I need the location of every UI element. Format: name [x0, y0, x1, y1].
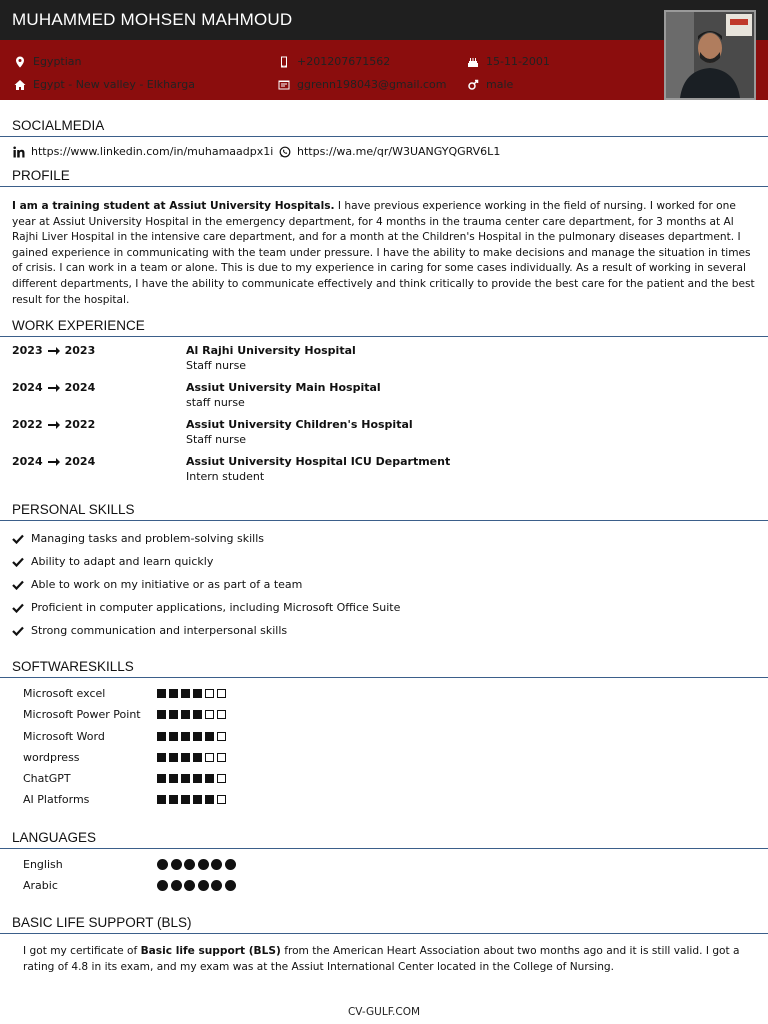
work-dates	[12, 381, 95, 394]
rating-box-empty	[217, 795, 226, 804]
birthdate-item	[467, 55, 550, 68]
checkmark-icon	[12, 534, 24, 544]
rating-dot	[171, 859, 182, 870]
rating-box-empty	[217, 710, 226, 719]
work-start-year: 2024	[12, 455, 43, 468]
footer-brand[interactable]: CV-GULF.COM	[347, 1006, 421, 1018]
section-divider	[0, 136, 768, 137]
rating-box-filled	[169, 689, 178, 698]
header-bar	[0, 0, 768, 40]
skill-label: Proficient in computer applications, including Microsoft Office Suite	[31, 601, 401, 614]
bls-text-post: from the American Heart Association about two months ago and it is still valid. I got a rating of 4.8 in its exam, and my exam was at the Assiut International Center located in the College of Nursing.	[23, 945, 740, 973]
software-skill-name: Microsoft excel	[23, 687, 106, 700]
birthday-cake-icon	[467, 56, 479, 68]
rating-box-filled	[169, 795, 178, 804]
rating-dot	[198, 859, 209, 870]
software-skill-row	[23, 751, 253, 767]
rating-box-filled	[181, 689, 190, 698]
rating-dot	[157, 859, 168, 870]
software-skill-row	[23, 793, 253, 809]
software-skill-rating	[157, 795, 226, 804]
checkmark-icon	[12, 580, 24, 590]
software-skill-name: wordpress	[23, 751, 80, 764]
rating-box-filled	[181, 732, 190, 741]
phone-item	[278, 55, 390, 68]
section-title-bls: BASIC LIFE SUPPORT (BLS)	[12, 915, 192, 930]
bls-description	[23, 944, 743, 975]
language-rating	[157, 880, 236, 891]
rating-dot	[225, 859, 236, 870]
arrow-right-icon	[48, 346, 60, 356]
profile-lead: I am a training student at Assiut University Hospitals.	[12, 200, 335, 212]
rating-dot	[211, 880, 222, 891]
work-employer: Assiut University Hospital ICU Department	[186, 455, 451, 468]
address-text: Egypt - New valley - Elkharga	[33, 78, 195, 91]
portrait-image	[666, 12, 754, 98]
work-dates	[12, 455, 95, 468]
skill-item	[12, 624, 287, 637]
work-employer: Assiut University Main Hospital	[186, 381, 381, 394]
skill-label: Managing tasks and problem-solving skills	[31, 532, 265, 545]
rating-box-empty	[205, 753, 214, 762]
home-icon	[14, 79, 26, 91]
phone-text[interactable]: +201207671562	[297, 55, 391, 68]
rating-box-filled	[169, 732, 178, 741]
work-role: Intern student	[186, 470, 265, 483]
work-entry	[12, 381, 752, 411]
software-skill-row	[23, 772, 253, 788]
rating-box-filled	[181, 795, 190, 804]
rating-box-filled	[205, 732, 214, 741]
rating-box-filled	[193, 774, 202, 783]
rating-box-filled	[157, 689, 166, 698]
software-skill-name: ChatGPT	[23, 772, 71, 785]
skill-label: Ability to adapt and learn quickly	[31, 555, 214, 568]
section-divider	[0, 336, 768, 337]
software-skill-row	[23, 730, 253, 746]
skill-label: Able to work on my initiative or as part of a team	[31, 578, 303, 591]
software-skill-name: Microsoft Power Point	[23, 708, 141, 721]
rating-box-filled	[157, 732, 166, 741]
software-skill-row	[23, 687, 253, 703]
checkmark-icon	[12, 626, 24, 636]
rating-box-filled	[169, 774, 178, 783]
rating-box-filled	[193, 710, 202, 719]
arrow-right-icon	[48, 457, 60, 467]
birthdate-text: 15-11-2001	[486, 55, 550, 68]
bls-text-pre: I got my certificate of	[23, 945, 141, 957]
whatsapp-icon	[279, 146, 291, 158]
section-title-software: SOFTWARESKILLS	[12, 659, 134, 674]
language-row	[23, 879, 263, 895]
rating-dot	[198, 880, 209, 891]
section-title-social: SOCIALMEDIA	[12, 118, 105, 133]
rating-box-filled	[169, 710, 178, 719]
whatsapp-link[interactable]	[279, 145, 500, 158]
work-start-year: 2024	[12, 381, 43, 394]
rating-box-filled	[157, 795, 166, 804]
rating-box-empty	[217, 689, 226, 698]
rating-box-filled	[205, 774, 214, 783]
linkedin-url[interactable]: https://www.linkedin.com/in/muhamaadpx1i	[31, 145, 274, 158]
language-name: Arabic	[23, 879, 58, 892]
work-employer: Assiut University Children's Hospital	[186, 418, 413, 431]
rating-box-empty	[217, 753, 226, 762]
software-skill-name: AI Platforms	[23, 793, 90, 806]
gender-item	[467, 78, 513, 91]
skill-item	[12, 532, 264, 545]
section-title-languages: LANGUAGES	[12, 830, 97, 845]
skill-item	[12, 555, 213, 568]
rating-dot	[225, 880, 236, 891]
profile-body: I have previous experience working in the field of nursing. I worked for one year at Assiut University Hospital in the emergency department, for 4 months in the trauma center care department, for 3 months at Al Rajhi Liver Hospital in the intensive care department, and for a month at the Children's Hospital in the pulmonary diseases department. I gained experience in communicating with the team under pressure. I have the ability to make decisions and manage the situation in times of crisis. I can work in a team or alone. This is due to my experience in caring for some cases individually. As a result of working in several different departments, I have the ability to communicate effectively and think critically to provide the best care for the patient and the best result for the hospital.	[12, 200, 755, 306]
section-divider	[0, 933, 768, 934]
rating-box-empty	[205, 689, 214, 698]
rating-box-filled	[193, 753, 202, 762]
work-entry	[12, 455, 752, 485]
rating-dot	[157, 880, 168, 891]
email-at-icon	[278, 79, 290, 91]
work-start-year: 2022	[12, 418, 43, 431]
work-end-year: 2024	[64, 381, 96, 394]
section-divider	[0, 186, 768, 187]
mobile-phone-icon	[278, 56, 290, 68]
work-dates	[12, 418, 95, 431]
arrow-right-icon	[48, 383, 60, 393]
rating-box-empty	[205, 710, 214, 719]
work-employer: Al Rajhi University Hospital	[186, 344, 356, 357]
software-skill-rating	[157, 774, 226, 783]
rating-box-filled	[157, 710, 166, 719]
work-end-year: 2022	[64, 418, 96, 431]
software-skill-row	[23, 708, 253, 724]
profile-summary	[12, 199, 757, 308]
work-role: Staff nurse	[186, 359, 247, 372]
software-skill-rating	[157, 689, 226, 698]
work-dates	[12, 344, 95, 357]
rating-box-empty	[217, 732, 226, 741]
section-divider	[0, 848, 768, 849]
rating-dot	[171, 880, 182, 891]
arrow-right-icon	[48, 420, 60, 430]
nationality-text: Egyptian	[33, 55, 82, 68]
skill-item	[12, 601, 400, 614]
gender-text: male	[486, 78, 514, 91]
map-pin-icon	[14, 56, 26, 68]
email-text[interactable]: ggrenn198043@gmail.com	[297, 78, 447, 91]
linkedin-icon	[13, 146, 25, 158]
rating-dot	[211, 859, 222, 870]
rating-box-filled	[193, 689, 202, 698]
checkmark-icon	[12, 603, 24, 613]
gender-icon	[467, 79, 479, 91]
checkmark-icon	[12, 557, 24, 567]
rating-box-filled	[157, 753, 166, 762]
work-end-year: 2024	[64, 455, 96, 468]
rating-dot	[184, 880, 195, 891]
software-skill-rating	[157, 710, 226, 719]
work-end-year: 2023	[64, 344, 96, 357]
work-start-year: 2023	[12, 344, 43, 357]
address-item	[14, 78, 195, 91]
candidate-name: MUHAMMED MOHSEN MAHMOUD	[12, 10, 293, 29]
work-role: Staff nurse	[186, 433, 247, 446]
rating-box-filled	[193, 795, 202, 804]
software-skill-rating	[157, 753, 226, 762]
section-divider	[0, 520, 768, 521]
work-entry	[12, 344, 752, 374]
software-skill-rating	[157, 732, 226, 741]
section-divider	[0, 677, 768, 678]
language-row	[23, 858, 263, 874]
rating-box-filled	[181, 774, 190, 783]
nationality-item	[14, 55, 82, 68]
rating-box-filled	[157, 774, 166, 783]
email-item	[278, 78, 447, 91]
rating-box-filled	[181, 753, 190, 762]
language-name: English	[23, 858, 63, 871]
rating-box-filled	[169, 753, 178, 762]
contact-info-bar	[0, 40, 768, 100]
rating-box-filled	[193, 732, 202, 741]
profile-photo	[664, 10, 756, 100]
rating-dot	[184, 859, 195, 870]
section-title-profile: PROFILE	[12, 168, 70, 183]
rating-box-filled	[181, 710, 190, 719]
language-rating	[157, 859, 236, 870]
rating-box-empty	[217, 774, 226, 783]
section-title-work: WORK EXPERIENCE	[12, 318, 145, 333]
skill-label: Strong communication and interpersonal skills	[31, 624, 288, 637]
skill-item	[12, 578, 302, 591]
linkedin-link[interactable]	[13, 145, 273, 158]
work-entry	[12, 418, 752, 448]
whatsapp-url[interactable]: https://wa.me/qr/W3UANGYQGRV6L1	[297, 145, 501, 158]
software-skill-name: Microsoft Word	[23, 730, 105, 743]
bls-text-bold: Basic life support (BLS)	[140, 945, 281, 957]
work-role: staff nurse	[186, 396, 245, 409]
rating-box-filled	[205, 795, 214, 804]
section-title-skills: PERSONAL SKILLS	[12, 502, 135, 517]
